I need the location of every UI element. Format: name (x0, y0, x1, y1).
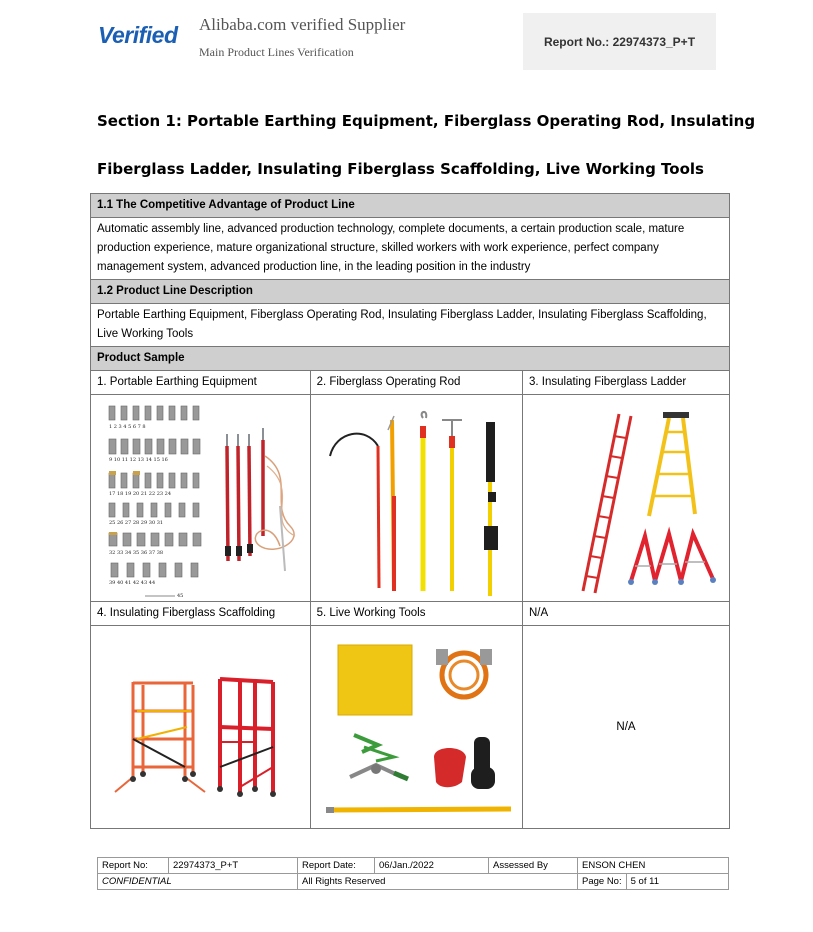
report-number-box (523, 13, 716, 70)
footer-report-no-value: 22974373_P+T (169, 858, 298, 874)
footer-page-value: 5 of 11 (626, 874, 728, 890)
footer-confidential: CONFIDENTIAL (98, 874, 298, 890)
caption-na: N/A (523, 602, 730, 626)
clamp-numbers-row5: 32 33 34 35 36 37 38 (109, 549, 164, 556)
footer-report-date-value: 06/Jan./2022 (375, 858, 489, 874)
report-number: Report No.: 22974373_P+T (543, 34, 696, 49)
earthing-equipment-image (91, 395, 311, 602)
supplier-subtitle: Main Product Lines Verification (199, 45, 354, 59)
caption-operating-rod: 2. Fiberglass Operating Rod (310, 371, 522, 395)
verified-logo: Verified (98, 22, 178, 48)
footer-report-no-label: Report No: (98, 858, 169, 874)
clamp-numbers-row6: 39 40 41 42 43 44 (109, 579, 156, 586)
footer-assessed-value: ENSON CHEN (578, 858, 729, 874)
footer-rights: All Rights Reserved (298, 874, 578, 890)
scaffolding-image (91, 626, 311, 829)
clamp-numbers-row4: 25 26 27 28 29 30 31 (109, 519, 164, 526)
live-working-tools-image (310, 626, 522, 829)
clamp-numbers-row3: 17 18 19 20 21 22 23 24 (109, 490, 172, 497)
caption-live-working-tools: 5. Live Working Tools (310, 602, 522, 626)
product-sample-header: Product Sample (91, 347, 730, 371)
description-header: 1.2 Product Line Description (91, 280, 730, 304)
advantage-text: Automatic assembly line, advanced production technology, complete documents, a certain production scale, mature production experience, mature organizational structure, skilled workers with work experience, perfect company management system, advanced production line, in the leading position in the industry (91, 218, 730, 280)
footer-table (97, 857, 729, 890)
caption-earthing: 1. Portable Earthing Equipment (91, 371, 311, 395)
caption-ladder: 3. Insulating Fiberglass Ladder (523, 371, 730, 395)
product-line-table (90, 193, 730, 829)
ladder-image (523, 395, 730, 602)
footer-report-date-label: Report Date: (298, 858, 375, 874)
footer-assessed-label: Assessed By (489, 858, 578, 874)
footer-page-label: Page No: (578, 874, 627, 890)
description-text: Portable Earthing Equipment, Fiberglass Operating Rod, Insulating Fiberglass Ladder, Insulating Fiberglass Scaffolding, Live Working Tools (91, 304, 730, 347)
clamp-numbers-row7: 45 (177, 592, 184, 599)
clamp-numbers-row1: 1 2 3 4 5 6 7 8 (109, 423, 146, 430)
section-title-line1: Section 1: Portable Earthing Equipment, Fiberglass Operating Rod, Insulating (97, 112, 756, 130)
caption-scaffolding: 4. Insulating Fiberglass Scaffolding (91, 602, 311, 626)
advantage-header: 1.1 The Competitive Advantage of Product Line (91, 194, 730, 218)
section-title-line2: Fiberglass Ladder, Insulating Fiberglass Scaffolding, Live Working Tools (97, 160, 704, 178)
operating-rod-image (310, 395, 522, 602)
na-image-cell: N/A (523, 626, 730, 829)
clamp-numbers-row2: 9 10 11 12 13 14 15 16 (109, 456, 169, 463)
supplier-title: Alibaba.com verified Supplier (199, 15, 406, 34)
